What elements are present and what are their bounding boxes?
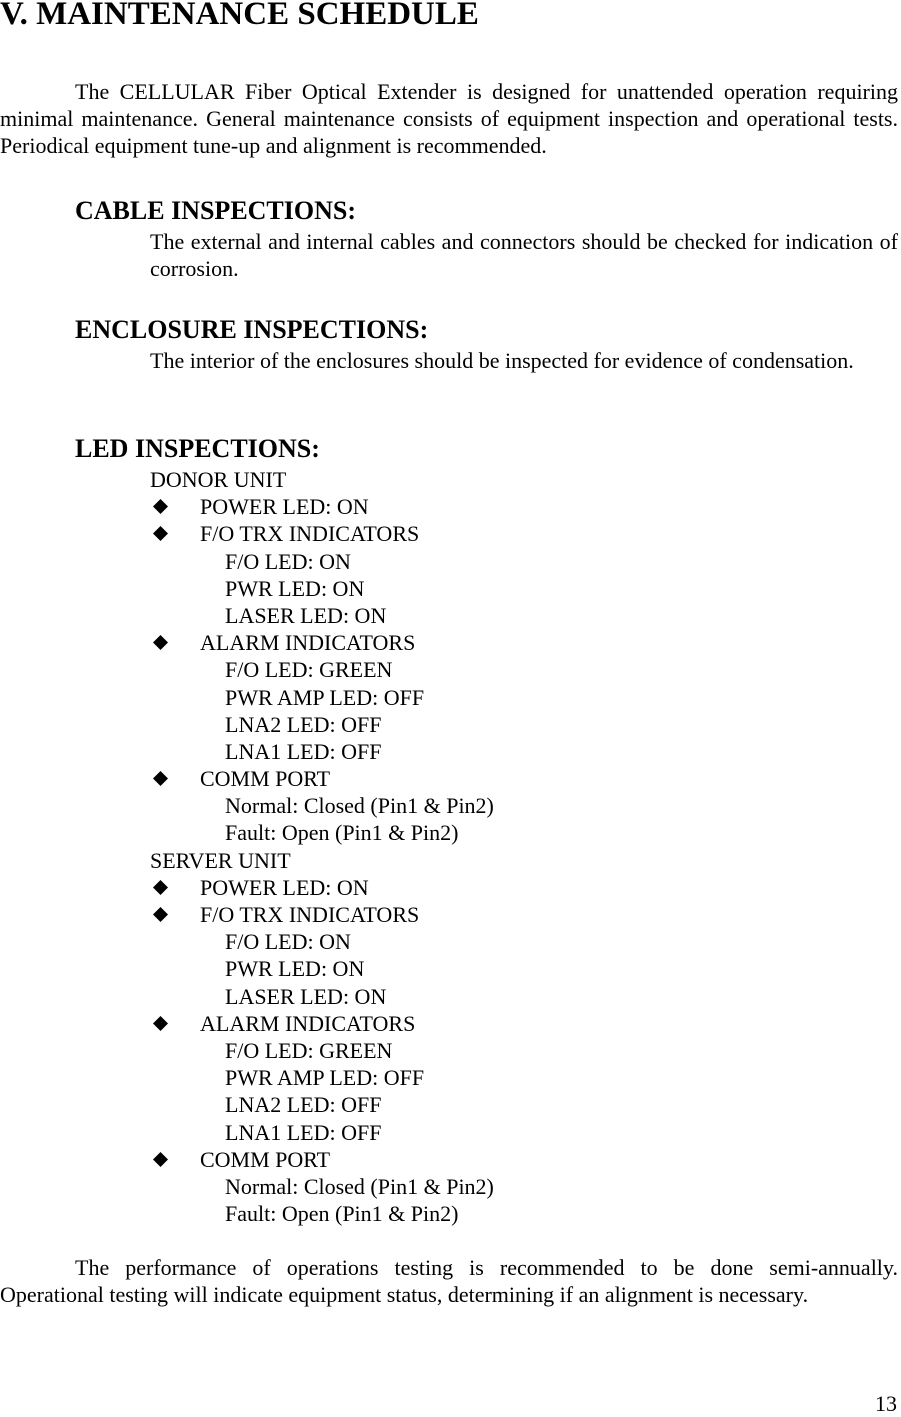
server-alarm-indicators: ALARM INDICATORS <box>200 1010 416 1036</box>
donor-alarm-item: LNA1 LED: OFF <box>225 738 382 764</box>
donor-trx-item: F/O LED: ON <box>225 548 351 574</box>
list-item <box>150 1146 890 1173</box>
cable-inspections-heading: CABLE INSPECTIONS: <box>75 196 357 225</box>
server-alarm-item: F/O LED: GREEN <box>225 1037 393 1063</box>
donor-comm-port: COMM PORT <box>200 766 331 792</box>
server-comm-item: Fault: Open (Pin1 & Pin2) <box>225 1201 459 1227</box>
list-item <box>150 765 890 792</box>
intro-paragraph: The CELLULAR Fiber Optical Extender is designed for unattended operation requiring minimal maintenance. General maintenance consists of equipment inspection and operational tests. Periodical equipment tune-up and alignment is recommended. <box>0 79 898 158</box>
donor-alarm-item: F/O LED: GREEN <box>225 657 393 683</box>
diamond-bullet-icon <box>153 880 168 895</box>
server-power-led: POWER LED: ON <box>200 874 369 900</box>
server-trx-item: LASER LED: ON <box>225 983 387 1009</box>
server-trx-indicators: F/O TRX INDICATORS <box>200 902 420 927</box>
donor-trx-item: PWR LED: ON <box>225 575 365 601</box>
server-trx-item: PWR LED: ON <box>225 956 365 982</box>
server-unit-label: SERVER UNIT <box>150 847 291 873</box>
server-alarm-item: LNA2 LED: OFF <box>225 1092 382 1118</box>
cable-inspections-text: The external and internal cables and connectors should be checked for indication of corrosion. <box>150 229 898 281</box>
donor-power-led: POWER LED: ON <box>200 494 369 520</box>
page-number: 13 <box>875 1391 897 1416</box>
diamond-bullet-icon <box>153 907 168 922</box>
server-comm-port: COMM PORT <box>200 1146 331 1172</box>
list-item <box>150 874 890 901</box>
list-item <box>150 1010 890 1037</box>
donor-alarm-item: PWR AMP LED: OFF <box>225 684 425 710</box>
list-item <box>150 629 890 656</box>
closing-paragraph: The performance of operations testing is recommended to be done semi-annually. Operational testing will indicate equipment status, determining if an alignment is necessary. <box>0 1255 898 1307</box>
server-trx-item: F/O LED: ON <box>225 929 351 955</box>
enclosure-inspections-heading: ENCLOSURE INSPECTIONS: <box>75 315 429 344</box>
donor-comm-item: Normal: Closed (Pin1 & Pin2) <box>225 793 494 819</box>
led-inspections-list <box>150 466 890 1227</box>
led-inspections-heading: LED INSPECTIONS: <box>75 434 320 463</box>
donor-trx-item: LASER LED: ON <box>225 602 387 628</box>
diamond-bullet-icon <box>153 499 168 514</box>
donor-comm-item: Fault: Open (Pin1 & Pin2) <box>225 820 459 846</box>
donor-alarm-item: LNA2 LED: OFF <box>225 711 382 737</box>
diamond-bullet-icon <box>153 635 168 650</box>
diamond-bullet-icon <box>153 526 168 541</box>
list-item <box>150 901 890 928</box>
page-title: V. MAINTENANCE SCHEDULE <box>0 0 479 32</box>
server-comm-item: Normal: Closed (Pin1 & Pin2) <box>225 1173 494 1199</box>
donor-unit-label: DONOR UNIT <box>150 467 287 492</box>
diamond-bullet-icon <box>153 1152 168 1167</box>
list-item <box>150 520 890 547</box>
enclosure-inspections-text: The interior of the enclosures should be inspected for evidence of condensation. <box>150 348 854 373</box>
diamond-bullet-icon <box>153 771 168 786</box>
server-alarm-item: LNA1 LED: OFF <box>225 1119 382 1145</box>
donor-trx-indicators: F/O TRX INDICATORS <box>200 521 420 547</box>
diamond-bullet-icon <box>153 1016 168 1031</box>
donor-alarm-indicators: ALARM INDICATORS <box>200 630 416 656</box>
list-item <box>150 493 890 520</box>
server-alarm-item: PWR AMP LED: OFF <box>225 1065 425 1091</box>
